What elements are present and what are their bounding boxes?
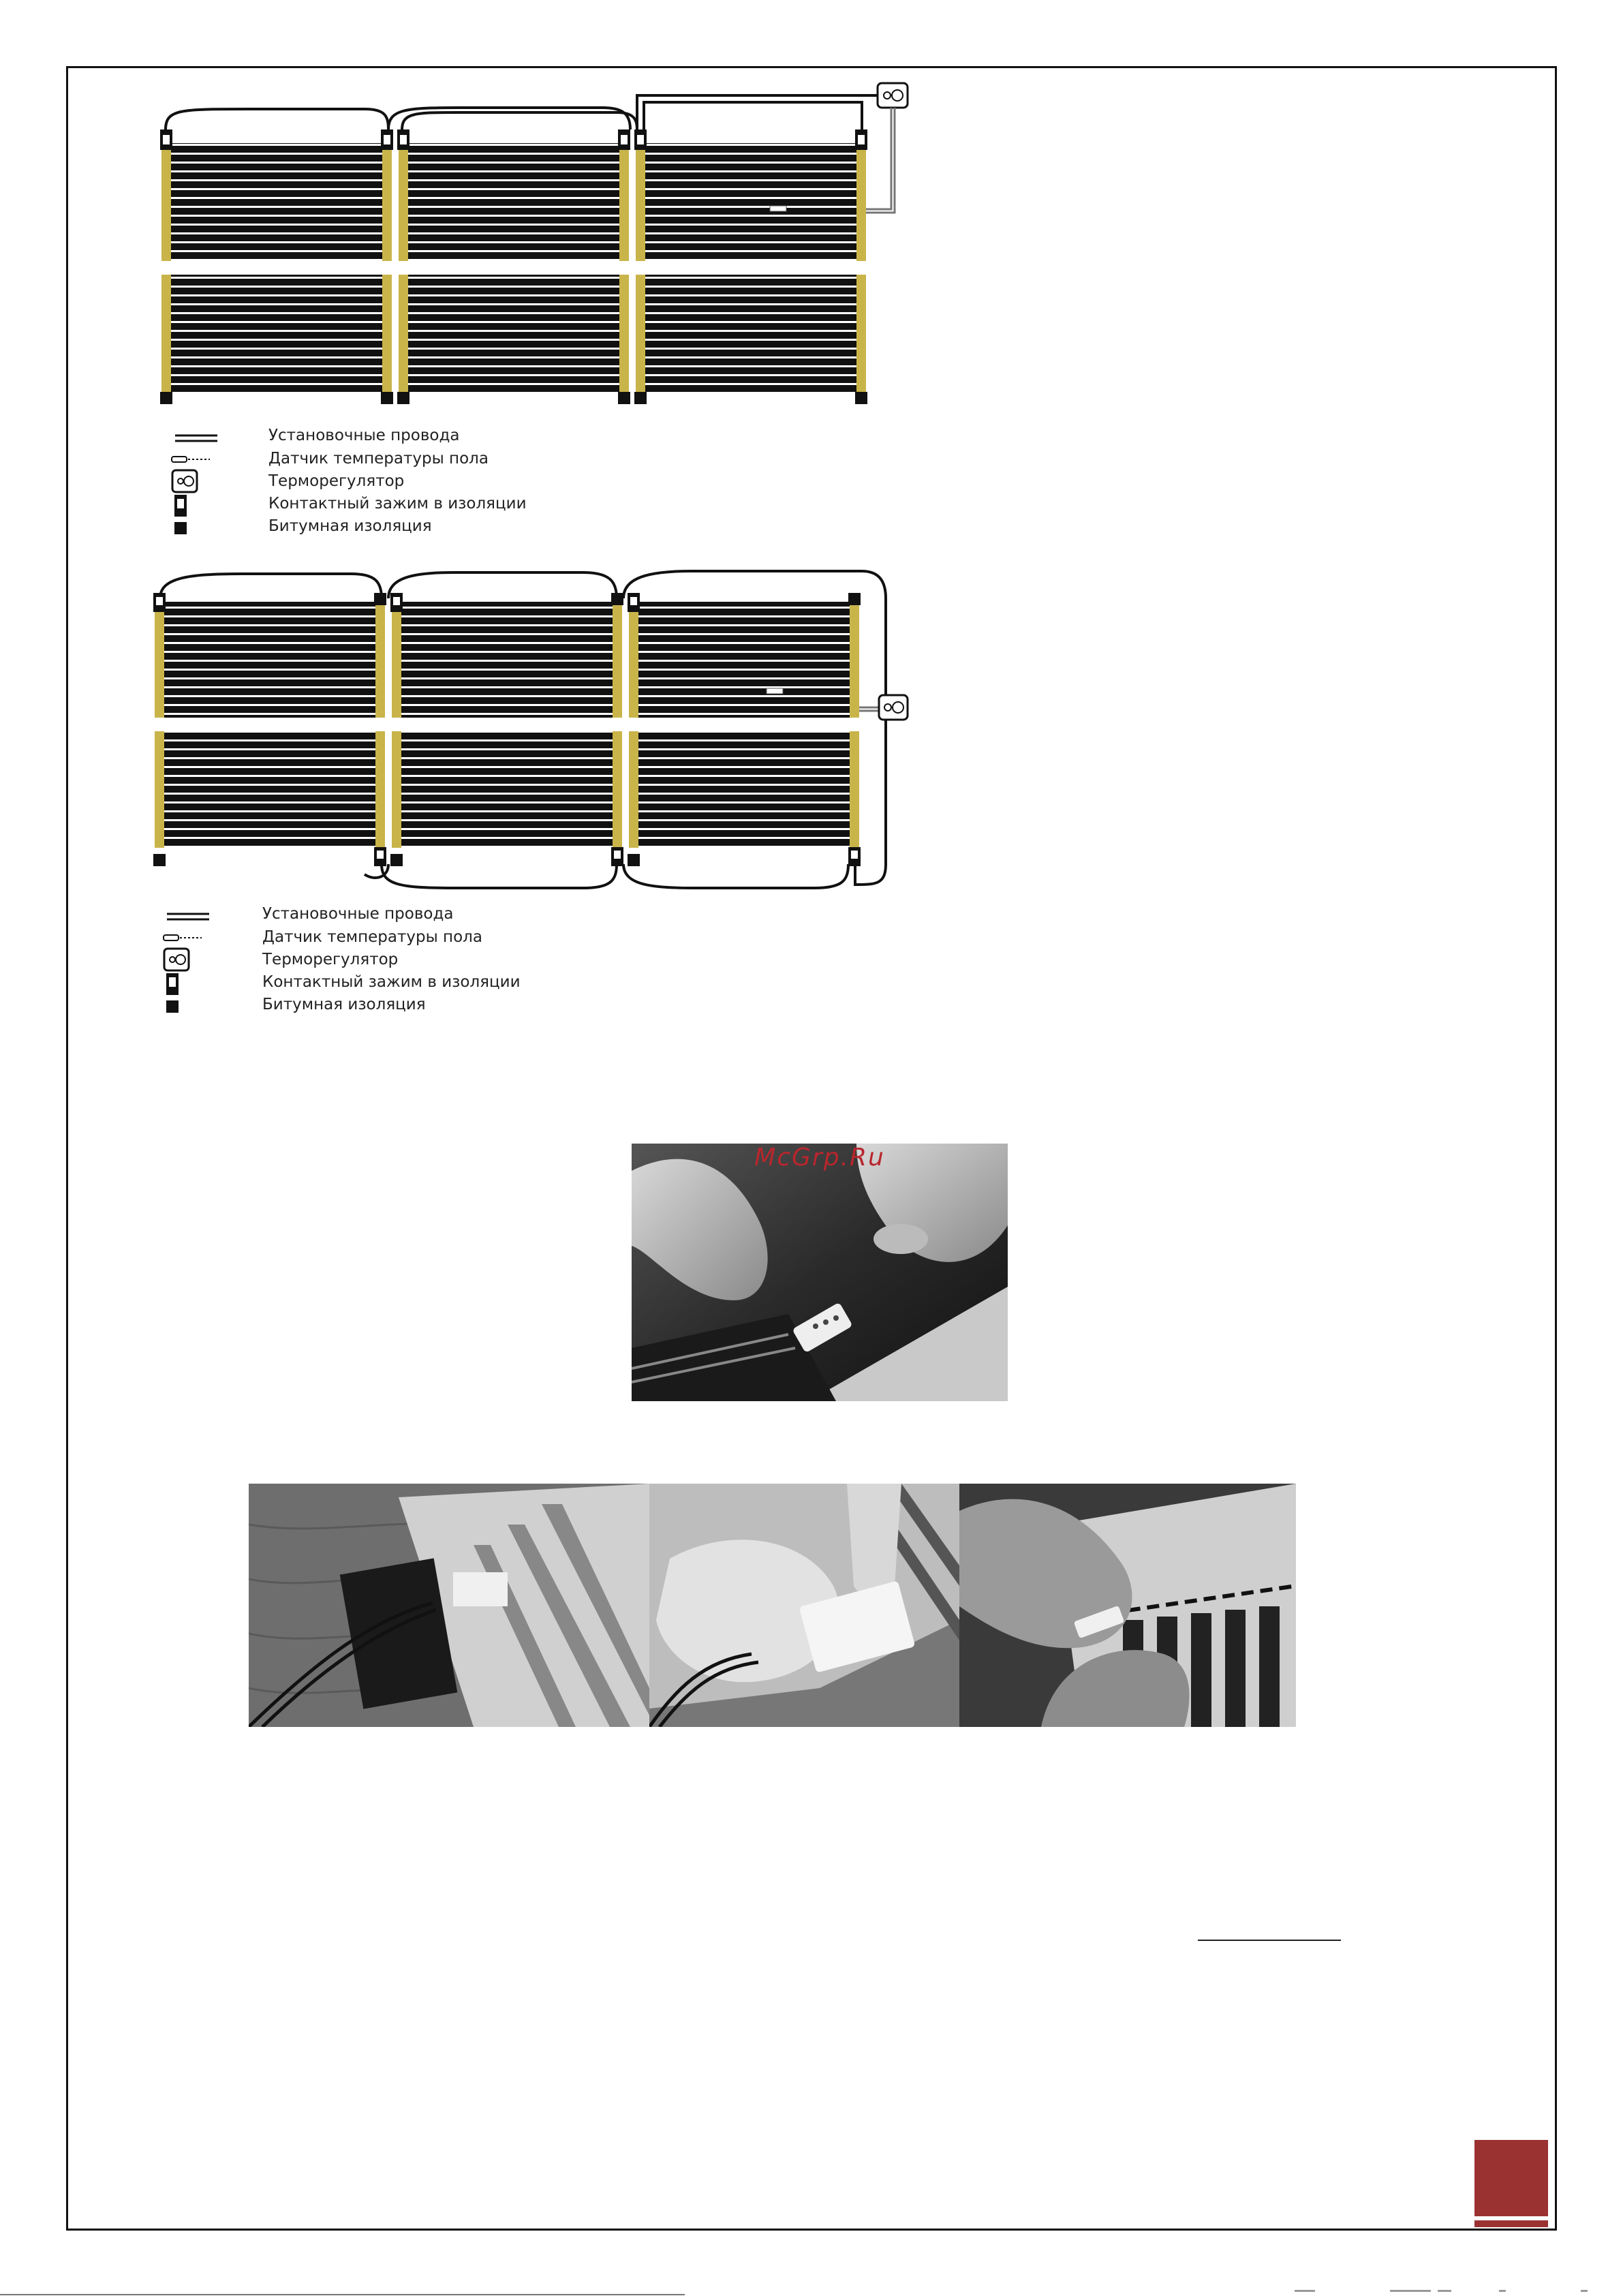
legend-label: Терморегулятор <box>268 472 405 490</box>
legend-label: Установочные провода <box>268 427 460 444</box>
installation-wires-icon <box>174 433 219 444</box>
floor-temperature-sensor-icon <box>162 934 203 942</box>
bottom-print-marks <box>1295 2287 1608 2294</box>
bottom-rule <box>0 2294 685 2295</box>
wiring-diagram-bottom <box>146 564 930 894</box>
page-corner-badge <box>1474 2140 1548 2229</box>
installation-wires-icon <box>166 911 211 922</box>
bitumen-insulation-icon <box>165 999 180 1014</box>
clamp-installation-photo <box>632 1144 1008 1401</box>
thermostat-icon <box>163 947 190 972</box>
thermostat-icon <box>171 469 198 493</box>
legend-label: Терморегулятор <box>262 951 399 968</box>
insulating-clamp-photo <box>649 1484 959 1727</box>
floor-temperature-sensor-icon <box>170 455 211 463</box>
contact-clamp-icon <box>173 493 188 518</box>
contact-clamp-icon <box>165 972 180 996</box>
wire-connection-photo <box>249 1484 649 1727</box>
legend-label: Датчик температуры пола <box>262 928 482 946</box>
wiring-diagram-top <box>153 75 937 412</box>
watermark: McGrp.Ru <box>754 1144 885 1172</box>
legend-label: Битумная изоляция <box>268 517 432 535</box>
bitumen-insulation-photo <box>959 1484 1296 1727</box>
legend-label: Датчик температуры пола <box>268 450 489 468</box>
legend-label: Битумная изоляция <box>262 996 426 1013</box>
legend-label: Контактный зажим в изоляции <box>262 973 521 991</box>
bitumen-insulation-icon <box>173 521 188 536</box>
legend-label: Установочные провода <box>262 905 454 923</box>
underline-mark <box>1198 1940 1341 1941</box>
legend-label: Контактный зажим в изоляции <box>268 495 527 512</box>
